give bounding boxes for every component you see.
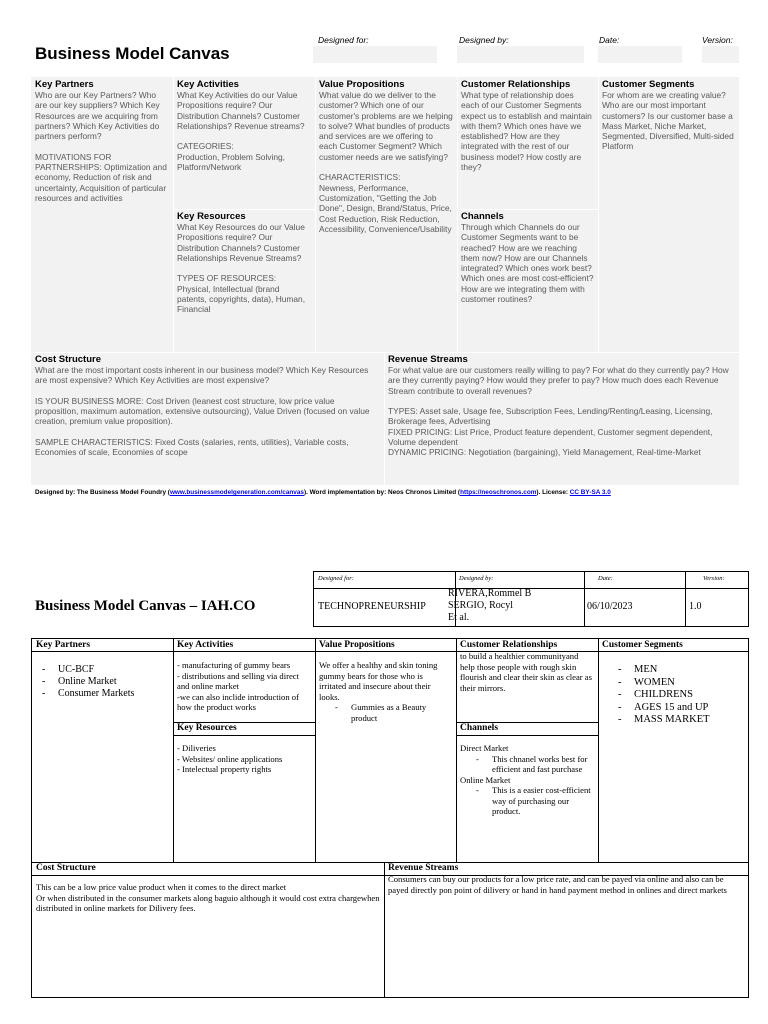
list-item: - Websites/ online applications	[177, 753, 283, 764]
channel-group-title: Direct Market	[460, 743, 509, 753]
template-date-field[interactable]	[598, 46, 682, 63]
filled-designed-for-label: Designed for:	[318, 575, 354, 582]
divider	[31, 352, 739, 353]
designed-by-line: Et al.	[448, 612, 470, 623]
list-item: - MEN	[612, 664, 744, 677]
divider	[598, 77, 599, 352]
list-item: - Intelectual property rights	[177, 764, 272, 774]
divider	[173, 209, 315, 210]
template-designed-for-label: Designed for:	[318, 35, 369, 45]
filled-key-resources-heading: Key Resources	[177, 723, 237, 733]
divider	[584, 572, 585, 626]
channel-group-title: Online Market	[460, 774, 511, 785]
template-customer-segments-body: For whom are we creating value? Who are our most important customers? Is our customer base a Mass Market, Niche Market, Segmented, Diversified, Multi-sided Platform	[602, 90, 734, 152]
filled-cost-structure-heading: Cost Structure	[36, 863, 96, 873]
filled-canvas-grid	[31, 638, 749, 998]
template-designed-for-field[interactable]	[313, 46, 437, 63]
template-designed-by-field[interactable]	[457, 46, 584, 63]
filled-value-propositions-heading: Value Propositions	[319, 640, 395, 650]
customer-segments-list	[612, 664, 744, 727]
credit-mid: ). Word implementation by: Neos Chronos Limited (	[303, 489, 461, 496]
list-item: - UC-BCF	[36, 664, 169, 676]
filled-key-partners	[32, 639, 173, 862]
template-key-activities-body: What Key Activities do our Value Propositions require? Our Distribution Channels? Customer Relationships? Revenue streams? CATEGORIES: Production, Problem Solving, Platform/Network	[177, 90, 305, 173]
filled-key-activities	[173, 639, 315, 722]
revenue-streams-body: Consumers can buy our products for a low price rate, and can be payed via online and also can be payed directly pon point of dilivery or hand in hand payment method in onlines and direct markets	[388, 874, 727, 895]
key-partners-list	[36, 664, 169, 700]
list-item: - This chnanel works best for efficient and fast purchase	[470, 754, 594, 775]
designed-by-line: RIVERA,Rommel B	[448, 588, 532, 599]
template-date-label: Date:	[599, 35, 620, 45]
template-key-partners-body: Who are our Key Partners? Who are our key suppliers? Which Key Resources are we acquiring from partners? Which Key Activities do partners perform? MOTIVATIONS FOR PARTNERSHIPS: Optimization and economy, Reduction of risk and uncertainty, Acquisition of particular resources and activities	[35, 90, 167, 203]
filled-designed-by-label: Designed by:	[459, 575, 494, 582]
template-version-field[interactable]	[702, 46, 739, 63]
filled-value-propositions	[315, 639, 456, 862]
list-item: - MASS MARKET	[612, 714, 744, 727]
filled-date-value: 06/10/2023	[587, 601, 633, 612]
filled-title: Business Model Canvas – IAH.CO	[35, 598, 256, 614]
value-propositions-list	[329, 702, 452, 723]
credit-mid2: ). License:	[536, 489, 570, 496]
template-title: Business Model Canvas	[35, 44, 230, 63]
template-revenue-streams-body: For what value are our customers really willing to pay? For what do they currently pay? How are they currently paying? How would they prefer to pay? How much does each Revenue Stream contribute to overall revenues? TYPES: Asset sale, Usage fee, Subscription Fees, Lending/Renting/Leasing, Licensing, Brokerage fees, Advertising FIXED PRICING: List Price, Product feature dependent, Customer segment dependent, Volume dependent DYNAMIC PRICING: Negotiation (bargaining), Yield Management, Real-time-Market	[388, 365, 729, 458]
list-item: -we can also inclide introduction of how the product works	[177, 691, 299, 712]
credit-prefix: Designed by: The Business Model Foundry (	[35, 489, 170, 496]
list-item: - Online Market	[36, 676, 169, 688]
template-version-label: Version:	[702, 35, 733, 45]
filled-key-activities-heading: Key Activities	[177, 640, 234, 650]
filled-header-table	[313, 571, 749, 627]
template-customer-relationships	[457, 77, 598, 209]
template-channels	[457, 209, 598, 352]
template-channels-body: Through which Channels do our Customer Segments want to be reached? How are we reaching them now? How are our Channels integrated? Which ones work best? Which ones are most cost-efficient? How are we integrating them with customer routines?	[461, 222, 594, 305]
divider	[457, 77, 458, 352]
template-customer-segments-heading: Customer Segments	[602, 79, 695, 90]
list-item: - CHILDRENS	[612, 689, 744, 702]
template-key-resources	[173, 209, 315, 352]
filled-version-label: Version:	[703, 575, 725, 582]
list-item: - This is a easier cost-efficient way of purchasing our product.	[470, 785, 594, 817]
credit-link-neoschronos[interactable]: https://neoschronos.com	[460, 489, 537, 496]
cost-structure-line: Or when distributed in the consumer markets along baguio although it would cost extra chargewhen distributed in online markets for Dilivery fees.	[36, 892, 380, 913]
template-key-activities	[173, 77, 315, 209]
template-cost-structure	[31, 352, 384, 485]
filled-customer-relationships-heading: Customer Relationships	[460, 640, 558, 650]
divider	[173, 77, 174, 352]
filled-key-resources	[173, 722, 315, 862]
designed-by-line: SERGIO, Rocyl	[448, 600, 513, 611]
filled-revenue-streams	[384, 862, 748, 997]
template-cost-structure-body: What are the most important costs inherent in our business model? Which Key Resources are most expensive? Which Key Activities are most expensive? IS YOUR BUSINESS MORE: Cost Driven (leanest cost structure, low price value proposition, maximum automation, extensive outsourcing), Value Driven (focused on value creation, premium value proposition). SAMPLE CHARACTERISTICS: Fixed Costs (salaries, rents, utilities), Variable costs, Economies of scale, Economies of scope	[35, 365, 370, 458]
filled-channels-heading: Channels	[460, 723, 499, 733]
filled-designed-for-value: TECHNOPRENEURSHIP	[318, 601, 426, 612]
filled-revenue-streams-heading: Revenue Streams	[388, 863, 459, 873]
filled-customer-segments-heading: Customer Segments	[602, 640, 683, 650]
template-canvas-grid	[31, 77, 739, 485]
template-key-partners	[31, 77, 173, 352]
template-key-activities-heading: Key Activities	[177, 79, 239, 90]
customer-relationships-body: to build a healthier communityand help those people with rough skin flourish and clear their skin as clear as their mirrors.	[460, 651, 592, 693]
filled-channels	[456, 722, 598, 862]
template-value-propositions-body: What value do we deliver to the customer? Which one of our customer's problems are we helping to solve? What bundles of products and services are we offering to each Customer Segment? Which customer needs are we satisfying? CHARACTERISTICS: Newness, Performance, Customization, "Getting the Job Done", Design, Brand/Status, Price, Cost Reduction, Risk Reduction, Accessibility, Convenience/Usability	[319, 90, 453, 234]
template-value-propositions	[315, 77, 457, 352]
filled-key-partners-heading: Key Partners	[36, 640, 91, 650]
divider	[315, 77, 316, 352]
template-channels-heading: Channels	[461, 211, 504, 222]
template-customer-relationships-body: What type of relationship does each of our Customer Segments expect us to establish and maintain with them? Which ones have we established? How are they integrated with the rest of our business model? How costly are they?	[461, 90, 592, 173]
cost-structure-line: This can be a low price value product when it comes to the direct market	[36, 882, 287, 892]
divider	[384, 352, 385, 485]
filled-cost-structure	[32, 862, 384, 997]
filled-designed-by-value	[448, 588, 531, 624]
template-key-resources-body: What Key Resources do our Value Propositions require? Our Distribution Channels? Customer Relationships Revenue Streams? TYPES OF RESOURCES: Physical, Intellectual (brand patents, copyrights, data), Human, Financial	[177, 222, 306, 315]
list-item: - Consumer Markets	[36, 688, 169, 700]
template-customer-relationships-heading: Customer Relationships	[461, 79, 571, 90]
template-key-partners-heading: Key Partners	[35, 79, 94, 90]
list-item: - Gummies as a Beauty product	[329, 702, 452, 723]
template-revenue-streams-heading: Revenue Streams	[388, 354, 468, 365]
template-credit-line	[35, 489, 611, 496]
credit-link-license[interactable]: CC BY-SA 3.0	[569, 489, 611, 496]
list-item: - manufacturing of gummy bears	[177, 660, 291, 670]
list-item: - distributions and selling via direct and online market	[177, 670, 299, 691]
value-propositions-body: We offer a healthy and skin toning gummy bears for those who is irritated and insecure about their looks.	[319, 660, 438, 702]
template-cost-structure-heading: Cost Structure	[35, 354, 101, 365]
filled-customer-relationships	[456, 639, 598, 722]
channel-list	[470, 785, 594, 817]
list-item: - Diliveries	[177, 743, 216, 753]
template-customer-segments	[598, 77, 739, 352]
template-key-resources-heading: Key Resources	[177, 211, 246, 222]
filled-customer-segments	[598, 639, 748, 862]
filled-version-value: 1.0	[689, 601, 702, 612]
template-designed-by-label: Designed by:	[459, 35, 509, 45]
template-value-propositions-heading: Value Propositions	[319, 79, 405, 90]
list-item: - AGES 15 and UP	[612, 702, 744, 715]
divider	[457, 209, 598, 210]
template-revenue-streams	[384, 352, 739, 485]
credit-link-bmg[interactable]: www.businessmodelgeneration.com/canvas	[169, 489, 304, 496]
divider	[685, 572, 686, 626]
list-item: - WOMEN	[612, 677, 744, 690]
filled-date-label: Date:	[598, 575, 613, 582]
channel-list	[470, 754, 594, 775]
